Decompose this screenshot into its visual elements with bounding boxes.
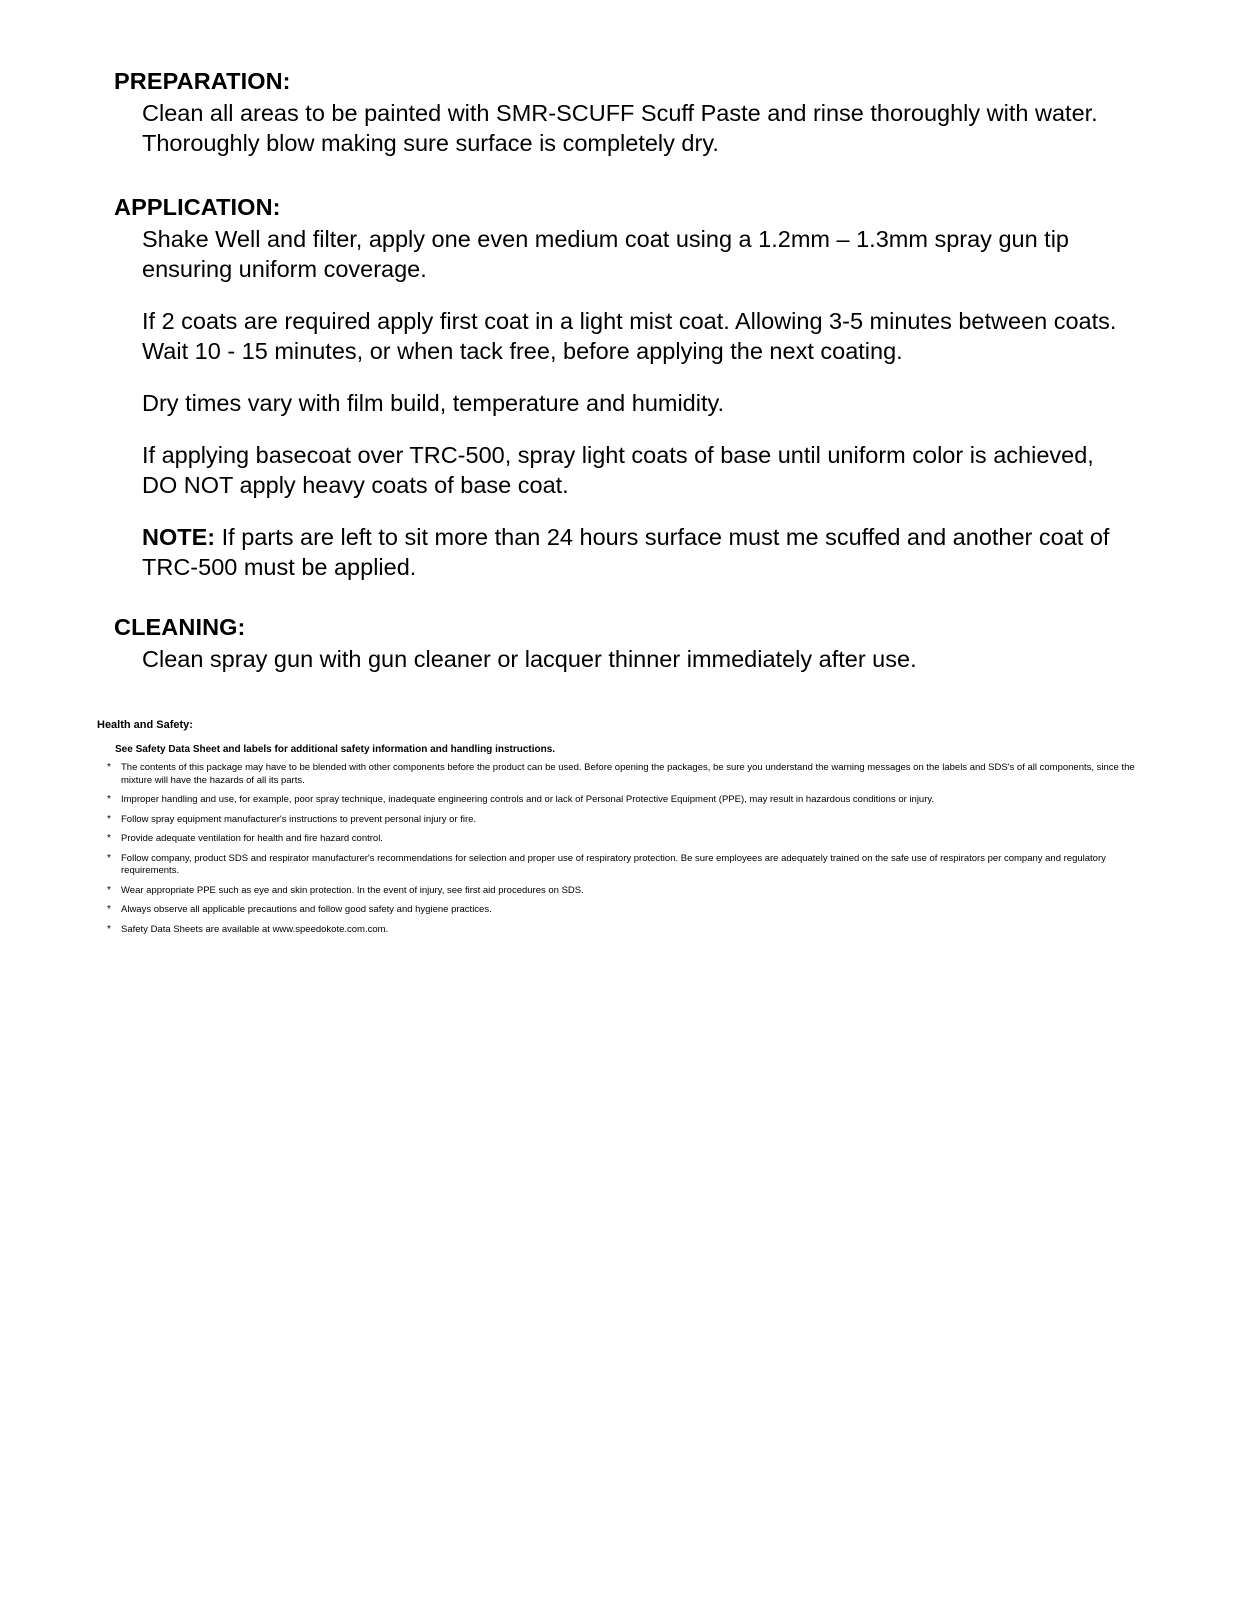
list-item-text: The contents of this package may have to be blended with other components before the product can be used. Before opening the packages, be sure you understand the warning messages on the labels and SDS's of all components, since the mixture will have the hazards of all its parts. bbox=[121, 762, 1135, 786]
list-item bbox=[97, 762, 1147, 787]
section-cleaning bbox=[114, 612, 1134, 674]
list-item bbox=[97, 853, 1147, 878]
heading-health-and-safety: Health and Safety: bbox=[97, 719, 193, 731]
asterisk-bullet-icon: * bbox=[107, 813, 111, 825]
product-instructions bbox=[114, 66, 1134, 690]
heading-preparation: PREPARATION: bbox=[114, 68, 291, 94]
asterisk-bullet-icon: * bbox=[107, 884, 111, 896]
list-item bbox=[97, 885, 1147, 898]
paragraph: Clean all areas to be painted with SMR-SCUFF Scuff Paste and rinse thoroughly with water. Thoroughly blow making sure surface is completely dry. bbox=[142, 100, 1098, 156]
paragraph: If 2 coats are required apply first coat in a light mist coat. Allowing 3-5 minutes between coats. Wait 10 - 15 minutes, or when tack free, before applying the next coating. bbox=[142, 308, 1117, 364]
list-item-text: Follow spray equipment manufacturer's instructions to prevent personal injury or fire. bbox=[121, 813, 477, 825]
asterisk-bullet-icon: * bbox=[107, 852, 111, 864]
asterisk-bullet-icon: * bbox=[107, 794, 111, 805]
heading-application: APPLICATION: bbox=[114, 194, 281, 220]
paragraph-note bbox=[142, 522, 1134, 582]
note-text: If parts are left to sit more than 24 hours surface must me scuffed and another coat of TRC-500 must be applied. bbox=[142, 524, 1110, 580]
asterisk-bullet-icon: * bbox=[107, 923, 111, 935]
list-item bbox=[97, 924, 1147, 937]
paragraph: Clean spray gun with gun cleaner or lacquer thinner immediately after use. bbox=[142, 646, 917, 672]
list-item-text: Wear appropriate PPE such as eye and skin protection. In the event of injury, see first aid procedures on SDS. bbox=[121, 884, 584, 896]
health-and-safety-section bbox=[97, 718, 1147, 943]
section-spacer bbox=[114, 174, 1134, 192]
asterisk-bullet-icon: * bbox=[107, 904, 111, 915]
list-item-text: Follow company, product SDS and respirator manufacturer's recommendations for selection and proper use of respiratory protection. Be sure employees are adequately trained on the safe use of respirators per company and regulatory requirements. bbox=[121, 852, 1106, 876]
safety-lead-statement: See Safety Data Sheet and labels for additional safety information and handling instructions. bbox=[115, 744, 556, 755]
section-cleaning-body bbox=[142, 644, 1134, 674]
list-item bbox=[97, 814, 1147, 827]
paragraph: If applying basecoat over TRC-500, spray light coats of base until uniform color is achieved, DO NOT apply heavy coats of base coat. bbox=[142, 442, 1094, 498]
section-application-body bbox=[142, 224, 1134, 582]
safety-bullet-list bbox=[97, 762, 1147, 936]
paragraph: Dry times vary with film build, temperature and humidity. bbox=[142, 390, 725, 416]
section-spacer bbox=[114, 598, 1134, 612]
asterisk-bullet-icon: * bbox=[107, 762, 111, 773]
asterisk-bullet-icon: * bbox=[107, 833, 111, 844]
list-item-text: Always observe all applicable precautions and follow good safety and hygiene practices. bbox=[121, 904, 492, 915]
note-label: NOTE: bbox=[142, 524, 216, 550]
list-item-text: Improper handling and use, for example, poor spray technique, inadequate engineering controls and or lack of Personal Protective Equipment (PPE), may result in hazardous conditions or injury. bbox=[121, 794, 935, 805]
heading-cleaning: CLEANING: bbox=[114, 614, 246, 640]
list-item bbox=[97, 794, 1147, 807]
list-item-text: Provide adequate ventilation for health and fire hazard control. bbox=[121, 833, 383, 844]
list-item bbox=[97, 904, 1147, 917]
section-application bbox=[114, 192, 1134, 582]
section-preparation bbox=[114, 66, 1134, 158]
list-item bbox=[97, 833, 1147, 846]
paragraph: Shake Well and filter, apply one even medium coat using a 1.2mm – 1.3mm spray gun tip ensuring uniform coverage. bbox=[142, 226, 1069, 282]
list-item-text: Safety Data Sheets are available at www.speedokote.com.com. bbox=[121, 923, 389, 935]
section-preparation-body bbox=[142, 98, 1134, 158]
